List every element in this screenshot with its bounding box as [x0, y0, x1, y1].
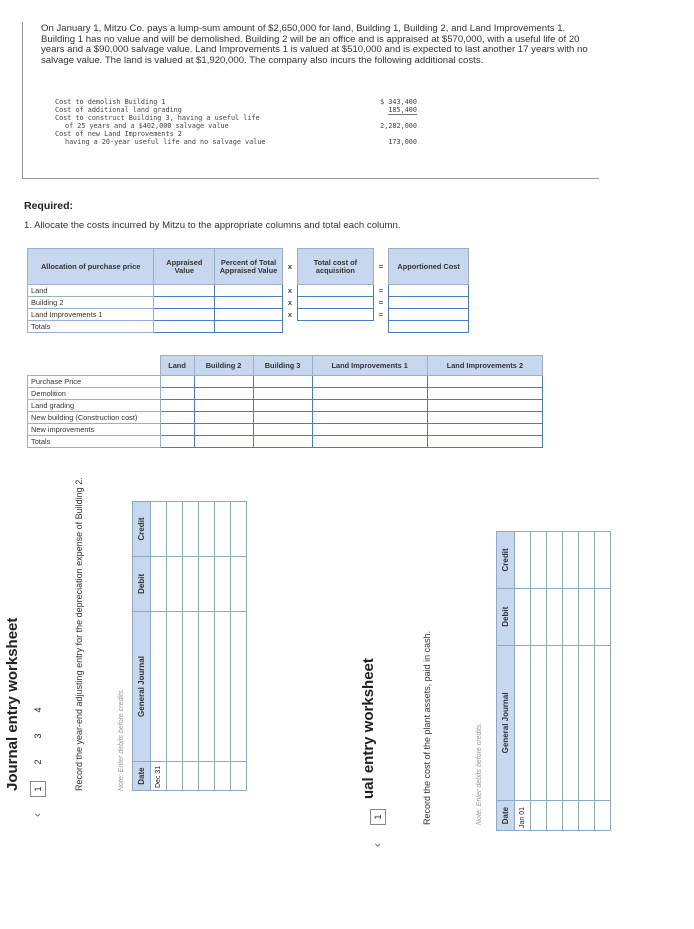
cost-input-cell[interactable] [253, 388, 312, 400]
cost-row [28, 388, 543, 400]
journal-2-tabs [370, 809, 386, 825]
alloc-input-apportioned[interactable] [389, 321, 469, 333]
journal-cell[interactable] [215, 502, 231, 557]
additional-costs-list [55, 98, 417, 146]
cost-line-label: having a 20-year useful life and no salvage value [65, 138, 266, 146]
journal-2-table [496, 531, 611, 831]
cost-line [55, 122, 417, 130]
alloc-input-appraised[interactable] [154, 285, 215, 297]
journal-cell[interactable] [531, 532, 547, 589]
cost-line-label: Cost to demolish Building 1 [55, 98, 166, 106]
prev-arrow-icon-2[interactable]: ‹ [370, 843, 384, 847]
journal-cell[interactable] [151, 556, 167, 611]
alloc-op-op1: x [287, 298, 292, 307]
alloc-header-percent: Percent of Total Appraised Value [215, 249, 282, 285]
cost-input-cell[interactable] [194, 412, 253, 424]
journal-cell[interactable] [183, 556, 199, 611]
required-instruction: 1. Allocate the costs incurred by Mitzu to the appropriate columns and total each column. [24, 220, 401, 231]
allocation-table [27, 248, 469, 333]
alloc-op-op2 [373, 321, 389, 333]
journal-cell[interactable] [547, 801, 563, 831]
alloc-header-apportioned: Apportioned Cost [389, 249, 469, 285]
journal-row [579, 532, 595, 831]
cost-input-cell[interactable] [312, 376, 427, 388]
alloc-input-apportioned[interactable] [389, 297, 469, 309]
journal-cell[interactable] [515, 645, 531, 800]
cost-header-building2: Building 2 [194, 356, 253, 376]
journal-header-date: Date [497, 801, 515, 831]
cost-line-label: Cost of additional land grading [55, 106, 182, 114]
journal-row [515, 532, 531, 831]
cost-input-cell[interactable] [427, 376, 542, 388]
journal-cell[interactable] [579, 801, 595, 831]
journal-cell[interactable] [563, 532, 579, 589]
alloc-input-appraised[interactable] [154, 321, 215, 333]
journal-cell[interactable] [595, 532, 611, 589]
journal-header-debit: Debit [497, 588, 515, 645]
cost-row-label: Land grading [28, 400, 161, 412]
cost-input-cell[interactable] [160, 388, 194, 400]
journal-header-date: Date [133, 762, 151, 791]
cost-input-cell[interactable] [253, 424, 312, 436]
prev-arrow-icon[interactable]: ‹ [30, 813, 44, 817]
alloc-input-percent[interactable] [215, 309, 282, 321]
journal-1-note: Note: Enter debits before credits. [118, 688, 125, 791]
cost-input-cell[interactable] [312, 400, 427, 412]
alloc-row [28, 285, 469, 297]
cost-input-cell[interactable] [427, 388, 542, 400]
journal-cell[interactable] [563, 645, 579, 800]
cost-line [55, 98, 417, 106]
cost-input-cell[interactable] [194, 424, 253, 436]
journal-cell[interactable] [183, 762, 199, 791]
journal-cell[interactable] [167, 611, 183, 761]
cost-input-cell[interactable] [160, 376, 194, 388]
journal-cell[interactable] [579, 532, 595, 589]
cost-row [28, 400, 543, 412]
alloc-op-op1: x [287, 310, 292, 319]
journal-cell[interactable] [231, 611, 247, 761]
alloc-input-percent[interactable] [215, 285, 282, 297]
journal-row [183, 502, 199, 791]
journal-row [215, 502, 231, 791]
cost-input-cell[interactable] [312, 424, 427, 436]
cost-input-cell[interactable] [194, 400, 253, 412]
journal-row [595, 532, 611, 831]
cost-input-cell[interactable] [427, 424, 542, 436]
cost-header-land: Land [160, 356, 194, 376]
journal-header-general-journal: General Journal [133, 611, 151, 761]
journal-row [563, 532, 579, 831]
alloc-op-op1 [282, 321, 298, 333]
journal-cell[interactable] [183, 502, 199, 557]
cost-allocation-table [27, 355, 543, 448]
journal-cell[interactable] [199, 556, 215, 611]
journal-cell[interactable] [595, 645, 611, 800]
journal-cell[interactable] [515, 588, 531, 645]
journal-cell[interactable] [547, 588, 563, 645]
alloc-op-op1: x [287, 286, 292, 295]
cost-header-building3: Building 3 [253, 356, 312, 376]
journal-tab[interactable]: 2 [33, 759, 43, 765]
cost-line-amount: 2,282,000 [380, 122, 417, 130]
alloc-input-appraised[interactable] [154, 297, 215, 309]
journal-cell[interactable] [215, 611, 231, 761]
journal-date[interactable]: Dec 31 [151, 762, 167, 791]
cost-row [28, 412, 543, 424]
alloc-row-label: Land [28, 285, 154, 297]
alloc-header-label: Allocation of purchase price [28, 249, 154, 285]
journal-cell[interactable] [531, 645, 547, 800]
cost-input-cell[interactable] [160, 436, 194, 448]
required-heading: Required: [24, 200, 74, 212]
alloc-input-total[interactable] [298, 285, 374, 297]
cost-input-cell[interactable] [312, 388, 427, 400]
journal-cell[interactable] [563, 588, 579, 645]
alloc-row-label: Building 2 [28, 297, 154, 309]
cost-input-cell[interactable] [427, 412, 542, 424]
cost-line [55, 106, 417, 114]
journal-row [151, 502, 167, 791]
cost-row [28, 424, 543, 436]
journal-cell[interactable] [579, 588, 595, 645]
cost-line-label: Cost to construct Building 3, having a useful life [55, 114, 260, 122]
alloc-row [28, 321, 469, 333]
cost-input-cell[interactable] [194, 436, 253, 448]
journal-cell[interactable] [595, 801, 611, 831]
cost-line [55, 114, 417, 122]
cost-row-label: New building (Construction cost) [28, 412, 161, 424]
journal-cell[interactable] [547, 532, 563, 589]
journal-cell[interactable] [215, 762, 231, 791]
problem-box [22, 22, 599, 179]
alloc-header-appraised: Appraised Value [154, 249, 215, 285]
journal-cell[interactable] [231, 762, 247, 791]
alloc-row [28, 297, 469, 309]
alloc-op-op2: = [378, 310, 384, 319]
journal-row [167, 502, 183, 791]
cost-input-cell[interactable] [427, 400, 542, 412]
journal-header-credit: Credit [133, 502, 151, 557]
cost-input-cell[interactable] [312, 436, 427, 448]
journal-cell[interactable] [215, 556, 231, 611]
journal-cell[interactable] [151, 611, 167, 761]
journal-cell[interactable] [547, 645, 563, 800]
cost-input-cell[interactable] [253, 400, 312, 412]
problem-intro: On January 1, Mitzu Co. pays a lump-sum amount of $2,650,000 for land, Building 1, Building 2, and Land Improvements 1. Building 1 has no value and will be demolished. Building 2 will be an office and is appraised at $570,000, with a useful life of 20 years and a $90,000 salvage value. Land Improvements 1 is valued at $510,000 and is expected to last another 17 years with no salvage value. The land is valued at $1,920,000. The company also incurs the following additional costs. [41, 23, 588, 66]
journal-cell[interactable] [183, 611, 199, 761]
alloc-input-apportioned[interactable] [389, 309, 469, 321]
cost-input-cell[interactable] [253, 376, 312, 388]
journal-worksheet-1-title: Journal entry worksheet [4, 617, 21, 791]
cost-header-blank [28, 356, 161, 376]
journal-cell[interactable] [199, 762, 215, 791]
cost-input-cell[interactable] [253, 436, 312, 448]
journal-cell[interactable] [167, 762, 183, 791]
cost-line [55, 138, 417, 146]
journal-cell[interactable] [167, 556, 183, 611]
journal-cell[interactable] [515, 532, 531, 589]
alloc-input-percent[interactable] [215, 321, 282, 333]
journal-cell[interactable] [579, 645, 595, 800]
cost-row-label: Demolition [28, 388, 161, 400]
alloc-input-total [298, 321, 374, 333]
cost-header-land-improvements-2: Land Improvements 2 [427, 356, 542, 376]
cost-input-cell[interactable] [194, 376, 253, 388]
journal-cell[interactable] [199, 611, 215, 761]
alloc-header-op-equals: = [378, 261, 384, 271]
journal-tab[interactable]: 1 [30, 781, 46, 797]
cost-line-label: of 25 years and a $402,000 salvage value [65, 122, 229, 130]
cost-row [28, 376, 543, 388]
alloc-op-op2: = [378, 286, 384, 295]
journal-date[interactable]: Jan 01 [515, 801, 531, 831]
alloc-input-total[interactable] [298, 309, 374, 321]
cost-input-cell[interactable] [160, 400, 194, 412]
journal-worksheet-2-title: ual entry worksheet [360, 658, 377, 799]
journal-header-general-journal: General Journal [497, 645, 515, 800]
cost-row-label: Totals [28, 436, 161, 448]
journal-1-table [132, 501, 247, 791]
cost-row [28, 436, 543, 448]
journal-2-note: Note: Enter debits before credits. [476, 722, 483, 825]
alloc-input-apportioned[interactable] [389, 285, 469, 297]
cost-line-label: Cost of new Land Improvements 2 [55, 130, 182, 138]
cost-line-amount: 185,400 [388, 106, 417, 114]
cost-input-cell[interactable] [312, 412, 427, 424]
journal-cell[interactable] [167, 502, 183, 557]
cost-row-label: Purchase Price [28, 376, 161, 388]
journal-cell[interactable] [199, 502, 215, 557]
alloc-row-label: Land Improvements 1 [28, 309, 154, 321]
alloc-op-op2: = [378, 298, 384, 307]
journal-row [547, 532, 563, 831]
alloc-input-appraised[interactable] [154, 309, 215, 321]
journal-tab[interactable]: 1 [370, 809, 386, 825]
cost-input-cell[interactable] [194, 388, 253, 400]
cost-input-cell[interactable] [160, 412, 194, 424]
cost-header-land-improvements-1: Land Improvements 1 [312, 356, 427, 376]
cost-line-amount: $ 343,400 [380, 98, 417, 106]
cost-input-cell[interactable] [160, 424, 194, 436]
journal-cell[interactable] [231, 502, 247, 557]
journal-2-instruction: Record the cost of the plant assets, paid in cash. [422, 630, 432, 825]
journal-cell[interactable] [595, 588, 611, 645]
alloc-row [28, 309, 469, 321]
alloc-header-total-cost: Total cost of acquisition [298, 249, 374, 285]
cost-input-cell[interactable] [253, 412, 312, 424]
journal-cell[interactable] [531, 588, 547, 645]
journal-cell[interactable] [151, 502, 167, 557]
alloc-row-label: Totals [28, 321, 154, 333]
journal-header-debit: Debit [133, 556, 151, 611]
journal-cell[interactable] [563, 801, 579, 831]
journal-row [231, 502, 247, 791]
journal-worksheet-1 [0, 477, 290, 929]
alloc-input-total[interactable] [298, 297, 374, 309]
cost-input-cell[interactable] [427, 436, 542, 448]
journal-1-tabs [30, 703, 46, 797]
alloc-input-percent[interactable] [215, 297, 282, 309]
cost-row-label: New improvements [28, 424, 161, 436]
journal-tab[interactable]: 3 [33, 733, 43, 739]
journal-cell[interactable] [531, 801, 547, 831]
journal-tab[interactable]: 4 [33, 707, 43, 713]
journal-header-credit: Credit [497, 532, 515, 589]
journal-cell[interactable] [231, 556, 247, 611]
alloc-header-op-times: x [287, 261, 292, 271]
journal-row [199, 502, 215, 791]
cost-line [55, 130, 417, 138]
journal-1-instruction: Record the year-end adjusting entry for the depreciation expense of Building 2. [74, 477, 84, 791]
journal-row [531, 532, 547, 831]
journal-worksheet-2 [358, 509, 658, 929]
cost-line-amount: 173,000 [388, 138, 417, 146]
